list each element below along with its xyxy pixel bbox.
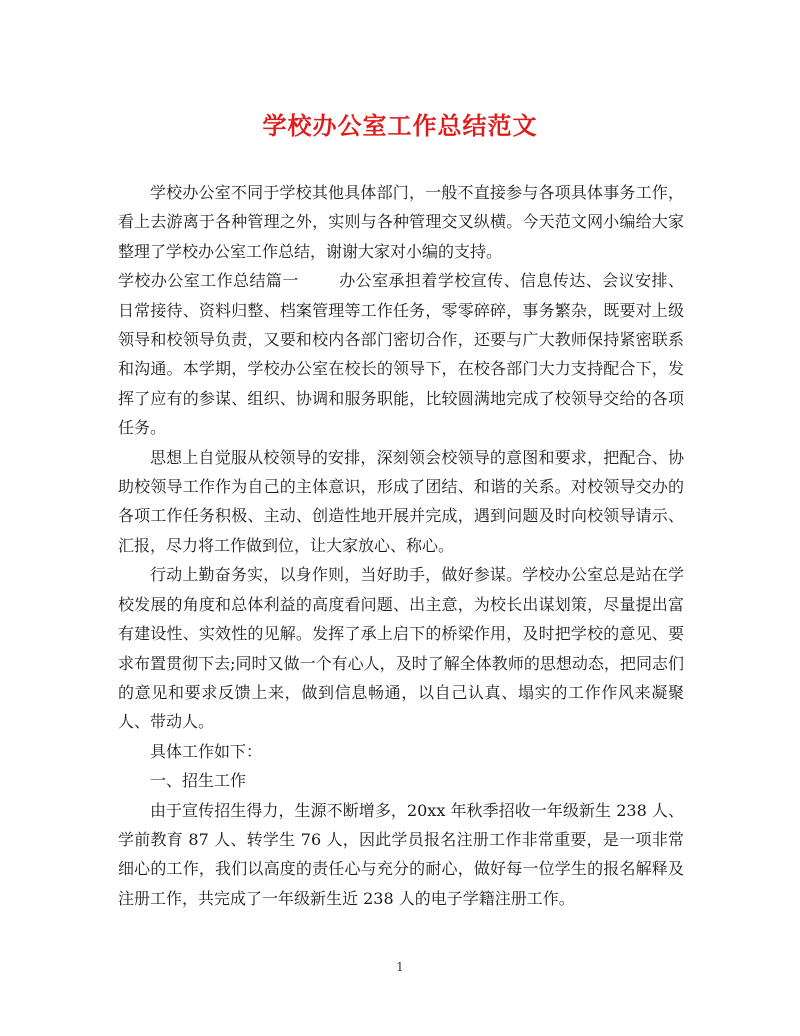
intro-paragraph: 学校办公室不同于学校其他具体部门，一般不直接参与各项具体事务工作，看上去游离于各种管理之外，实则与各种管理交叉纵横。今天范文网小编给大家整理了学校办公室工作总结，谢谢大家对小编的支持。 [118, 183, 684, 261]
section-first-paragraph-text: 办公室承担着学校宣传、信息传达、会议安排、日常接待、资料归整、档案管理等工作任务，零零碎碎，事务繁杂，既要对上级领导和校领导负责，又要和校内各部门密切合作，还要与广大教师保持紧密联系和沟通。本学期，学校办公室在校长的领导下，在校各部门大力支持配合下，发挥了应有的参谋、组织、协调和服务职能，比较圆满地完成了校领导交给的各项任务。 [118, 271, 684, 438]
section-heading: 学校办公室工作总结篇一 [118, 271, 299, 291]
section-first-paragraph [118, 266, 684, 442]
document-body [118, 178, 684, 913]
paragraph-2: 思想上自觉服从校领导的安排，深刻领会校领导的意图和要求，把配合、协助校领导工作作为自己的主体意识，形成了团结、和谐的关系。对校领导交办的各项工作任务积极、主动、创造性地开展并完成，遇到问题及时向校领导请示、汇报，尽力将工作做到位，让大家放心、称心。 [118, 447, 684, 555]
paragraph-3: 行动上勤奋务实，以身作则，当好助手，做好参谋。学校办公室总是站在学校发展的角度和总体利益的高度看问题、出主意，为校长出谋划策，尽量提出富有建设性、实效性的见解。发挥了承上启下的桥梁作用，及时把学校的意见、要求布置贯彻下去;同时又做一个有心人，及时了解全体教师的思想动态，把同志们的意见和要求反馈上来，做到信息畅通，以自己认真、塌实的工作作风来凝聚人、带动人。 [118, 565, 684, 732]
paragraph-6: 由于宣传招生得力，生源不断增多，20xx 年秋季招收一年级新生 238 人、学前教育 87 人、转学生 76 人，因此学员报名注册工作非常重要，是一项非常细心的工作，我们以高度的责任心与充分的耐心，做好每一位学生的报名解释及注册工作，共完成了一年级新生近 238 人的电子学籍注册工作。 [118, 800, 684, 908]
page-number: 1 [396, 960, 404, 974]
paragraph-4: 具体工作如下： [150, 741, 263, 761]
paragraph-5: 一、招生工作 [150, 771, 247, 791]
document-title: 学校办公室工作总结范文 [262, 111, 538, 140]
